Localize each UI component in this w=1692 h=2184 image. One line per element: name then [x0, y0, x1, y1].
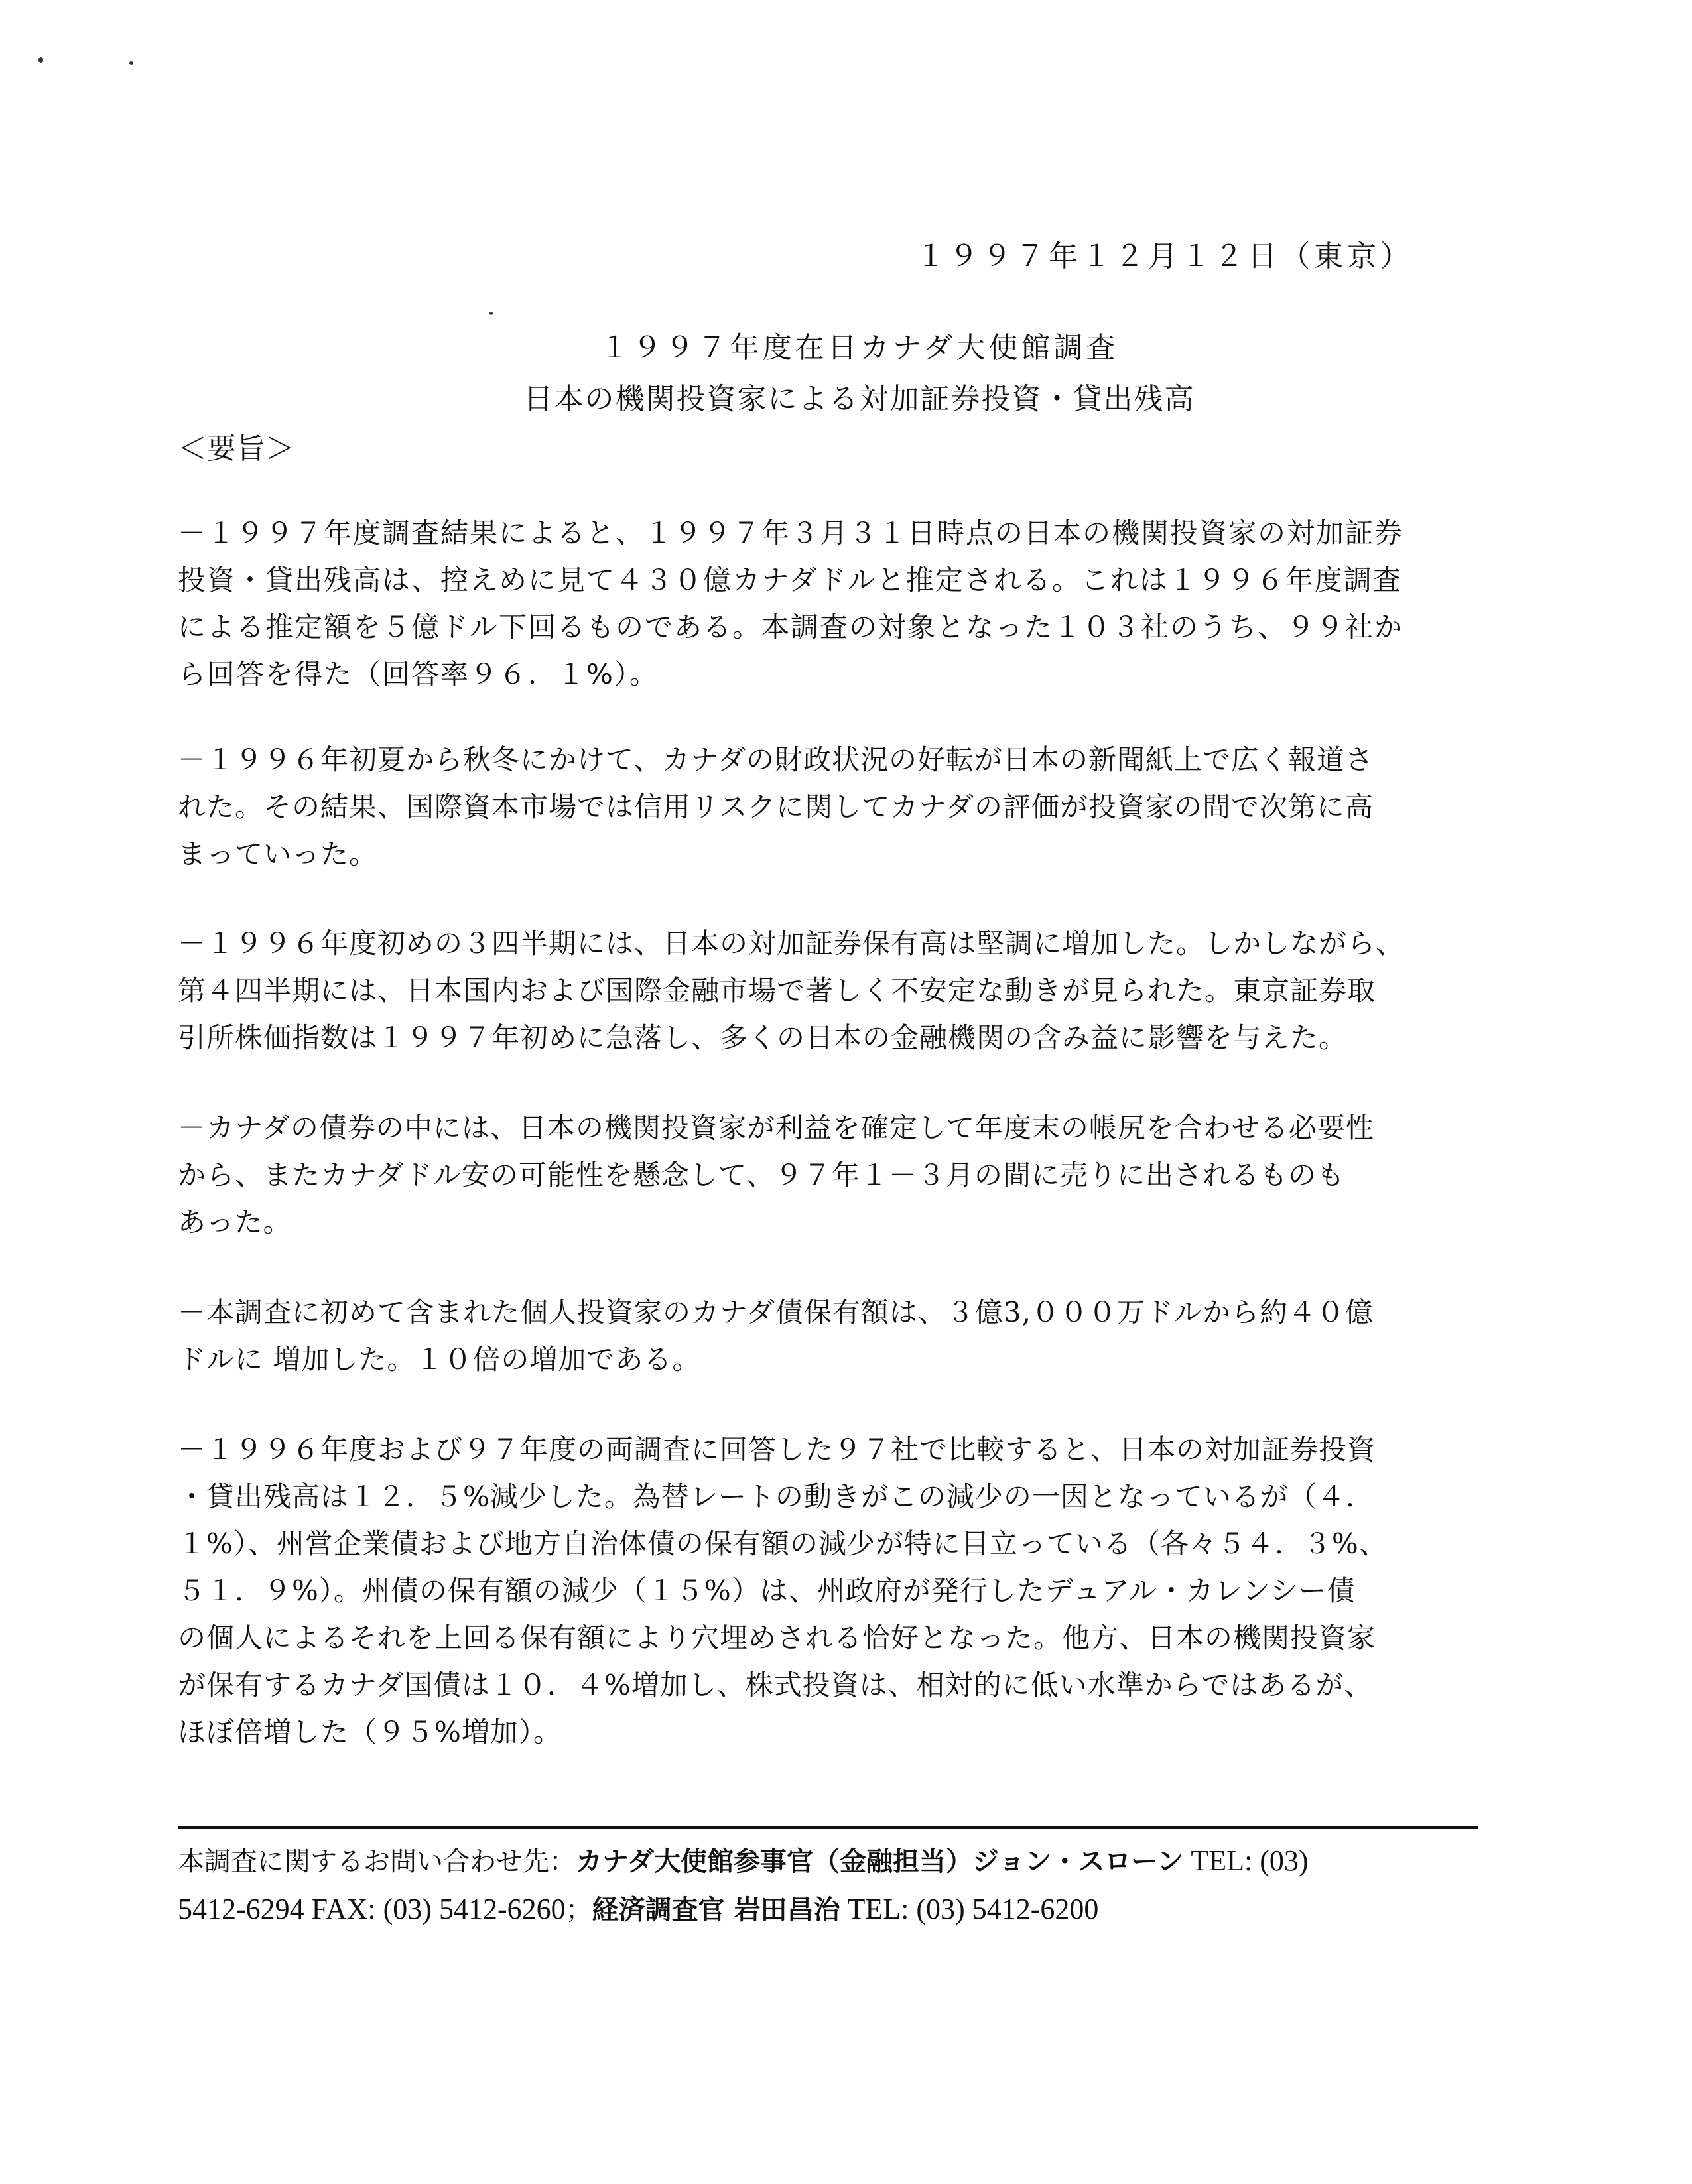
document-title: １９９７年度在日カナダ大使館調査	[600, 331, 1119, 365]
text-line: ５１．９%）。州債の保有額の減少（１５%）は、州政府が発行したデュアル・カレンシー債	[178, 1574, 1356, 1607]
text-line: による推定額を５億ドル下回るものである。本調査の対象となった１０３社のうち、９９社か	[178, 611, 1404, 643]
text-line: 引所株価指数は１９９７年初めに急落し、多くの日本の金融機関の含み益に影響を与えた。	[178, 1021, 1348, 1054]
text-line: ら回答を得た（回答率９６．１%）。	[178, 658, 659, 690]
text-line: －１９９６年度および９７年度の両調査に回答した９７社で比較すると、日本の対加証券投資	[178, 1433, 1376, 1466]
summary-paragraph-5	[178, 1289, 1478, 1383]
contact-separator: ；	[565, 1895, 592, 1925]
summary-paragraph-2	[178, 736, 1478, 877]
text-line: 投資・貸出残高は、控えめに見て４３０億カナダドルと推定される。これは１９９６年度調査	[178, 564, 1402, 596]
contact-line-1	[178, 1837, 1478, 1886]
text-line: －１９９７年度調査結果によると、１９９７年３月３１日時点の日本の機関投資家の対加証券	[178, 517, 1404, 549]
document-subtitle: 日本の機関投資家による対加証券投資・貸出残高	[523, 382, 1195, 416]
text-line: が保有するカナダ国債は１０．４%増加し、株式投資は、相対的に低い水準からではあるが、	[178, 1669, 1373, 1701]
document-date: １９９７年１２月１２日（東京）	[916, 239, 1413, 273]
scan-speck	[129, 61, 133, 65]
contact-info	[178, 1837, 1478, 1934]
text-line: から、またカナダドル安の可能性を懸念して、９７年１－３月の間に売りに出されるものも	[178, 1159, 1346, 1191]
contact-label: 本調査に関するお問い合わせ先：	[178, 1846, 576, 1877]
scan-speck	[489, 312, 493, 315]
footer-divider	[178, 1826, 1478, 1829]
contact-phone-fax: 5412-6294 FAX: (03) 5412-6260	[178, 1893, 566, 1925]
contact-person-1: カナダ大使館参事官（金融担当）ジョン・スローン	[576, 1846, 1184, 1877]
text-line: れた。その結果、国際資本市場では信用リスクに関してカナダの評価が投資家の間で次第に高	[178, 791, 1374, 823]
text-line: ドルに 増加した。１０倍の増加である。	[178, 1343, 701, 1376]
summary-heading: ＜要旨＞	[178, 432, 294, 466]
text-line: ・貸出残高は１２．５%減少した。為替レートの動きがこの減少の一因となっているが（４．	[178, 1480, 1374, 1513]
text-line: まっていった。	[178, 838, 378, 870]
text-line: あった。	[178, 1206, 292, 1238]
text-line: －カナダの債券の中には、日本の機関投資家が利益を確定して年度末の帳尻を合わせる必要性	[178, 1112, 1374, 1144]
text-line: －本調査に初めて含まれた個人投資家のカナダ債保有額は、３億3,０００万ドルから約４０億	[178, 1296, 1374, 1328]
text-line: 第４四半期には、日本国内および国際金融市場で著しく不安定な動きが見られた。東京証券取	[178, 974, 1376, 1007]
contact-person-2: 経済調査官 岩田昌治	[592, 1895, 840, 1925]
contact-person-1-tel: TEL: (03)	[1183, 1844, 1309, 1877]
summary-paragraph-4	[178, 1104, 1478, 1246]
text-line: －１９９６年初夏から秋冬にかけて、カナダの財政状況の好転が日本の新聞紙上で広く報道さ	[178, 743, 1374, 776]
summary-paragraph-3	[178, 920, 1478, 1061]
scan-speck	[38, 57, 43, 63]
contact-person-2-tel: TEL: (03) 5412-6200	[840, 1893, 1099, 1925]
text-line: の個人によるそれを上回る保有額により穴埋めされる恰好となった。他方、日本の機関投資家	[178, 1622, 1376, 1654]
summary-paragraph-6	[178, 1426, 1478, 1756]
summary-paragraph-1	[178, 509, 1478, 698]
contact-line-2	[178, 1886, 1478, 1934]
text-line: －１９９６年度初めの３四半期には、日本の対加証券保有高は堅調に増加した。しかしながら、	[178, 927, 1405, 960]
text-line: １%）、州営企業債および地方自治体債の保有額の減少が特に目立っている（各々５４．３%、	[178, 1527, 1388, 1560]
text-line: ほぼ倍増した（９５%増加）。	[178, 1716, 562, 1748]
